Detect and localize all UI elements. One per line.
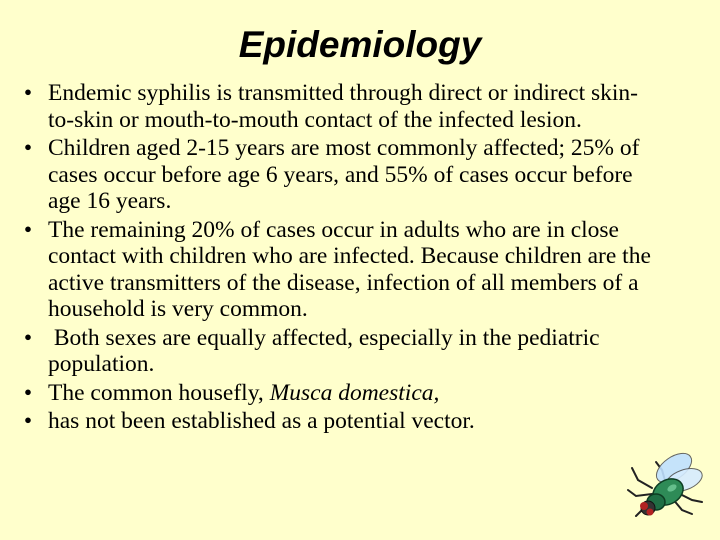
bullet-text-part: The common housefly, [48,379,270,406]
bullet-item [18,408,658,435]
bullet-marker: • [23,216,33,243]
bullet-item [18,217,658,323]
bullet-item [18,80,658,133]
bullet-marker: • [23,135,33,161]
housefly-icon [622,440,710,520]
bullet-text: The remaining 20% of cases occur in adults who are in close contact with children who are infected. Because children are the active transmitters of the disease, infection of all members of a household is very common. [48,216,651,322]
bullet-text: has not been established as a potential vector. [48,408,475,434]
bullet-marker: • [23,379,33,406]
bullet-marker: • [23,80,33,106]
bullet-text: Endemic syphilis is transmitted through direct or indirect skin-to-skin or mouth-to-mouth contact of the infected lesion. [48,80,639,133]
bullet-list [18,80,658,437]
fly-eye [647,509,654,516]
bullet-marker: • [23,408,33,434]
bullet-text: Both sexes are equally affected, especially in the pediatric population. [48,324,606,377]
bullet-text [48,380,439,406]
species-name: Musca domestica, [269,379,440,406]
slide-title: Epidemiology [238,24,482,65]
fly-eye [640,502,648,510]
bullet-item [18,135,658,215]
bullet-item [18,380,658,407]
bullet-item [18,325,658,378]
bullet-marker: • [23,324,33,351]
bullet-text: Children aged 2-15 years are most commonly affected; 25% of cases occur before age 6 years, and 55% of cases occur before age 16 years. [48,135,640,214]
